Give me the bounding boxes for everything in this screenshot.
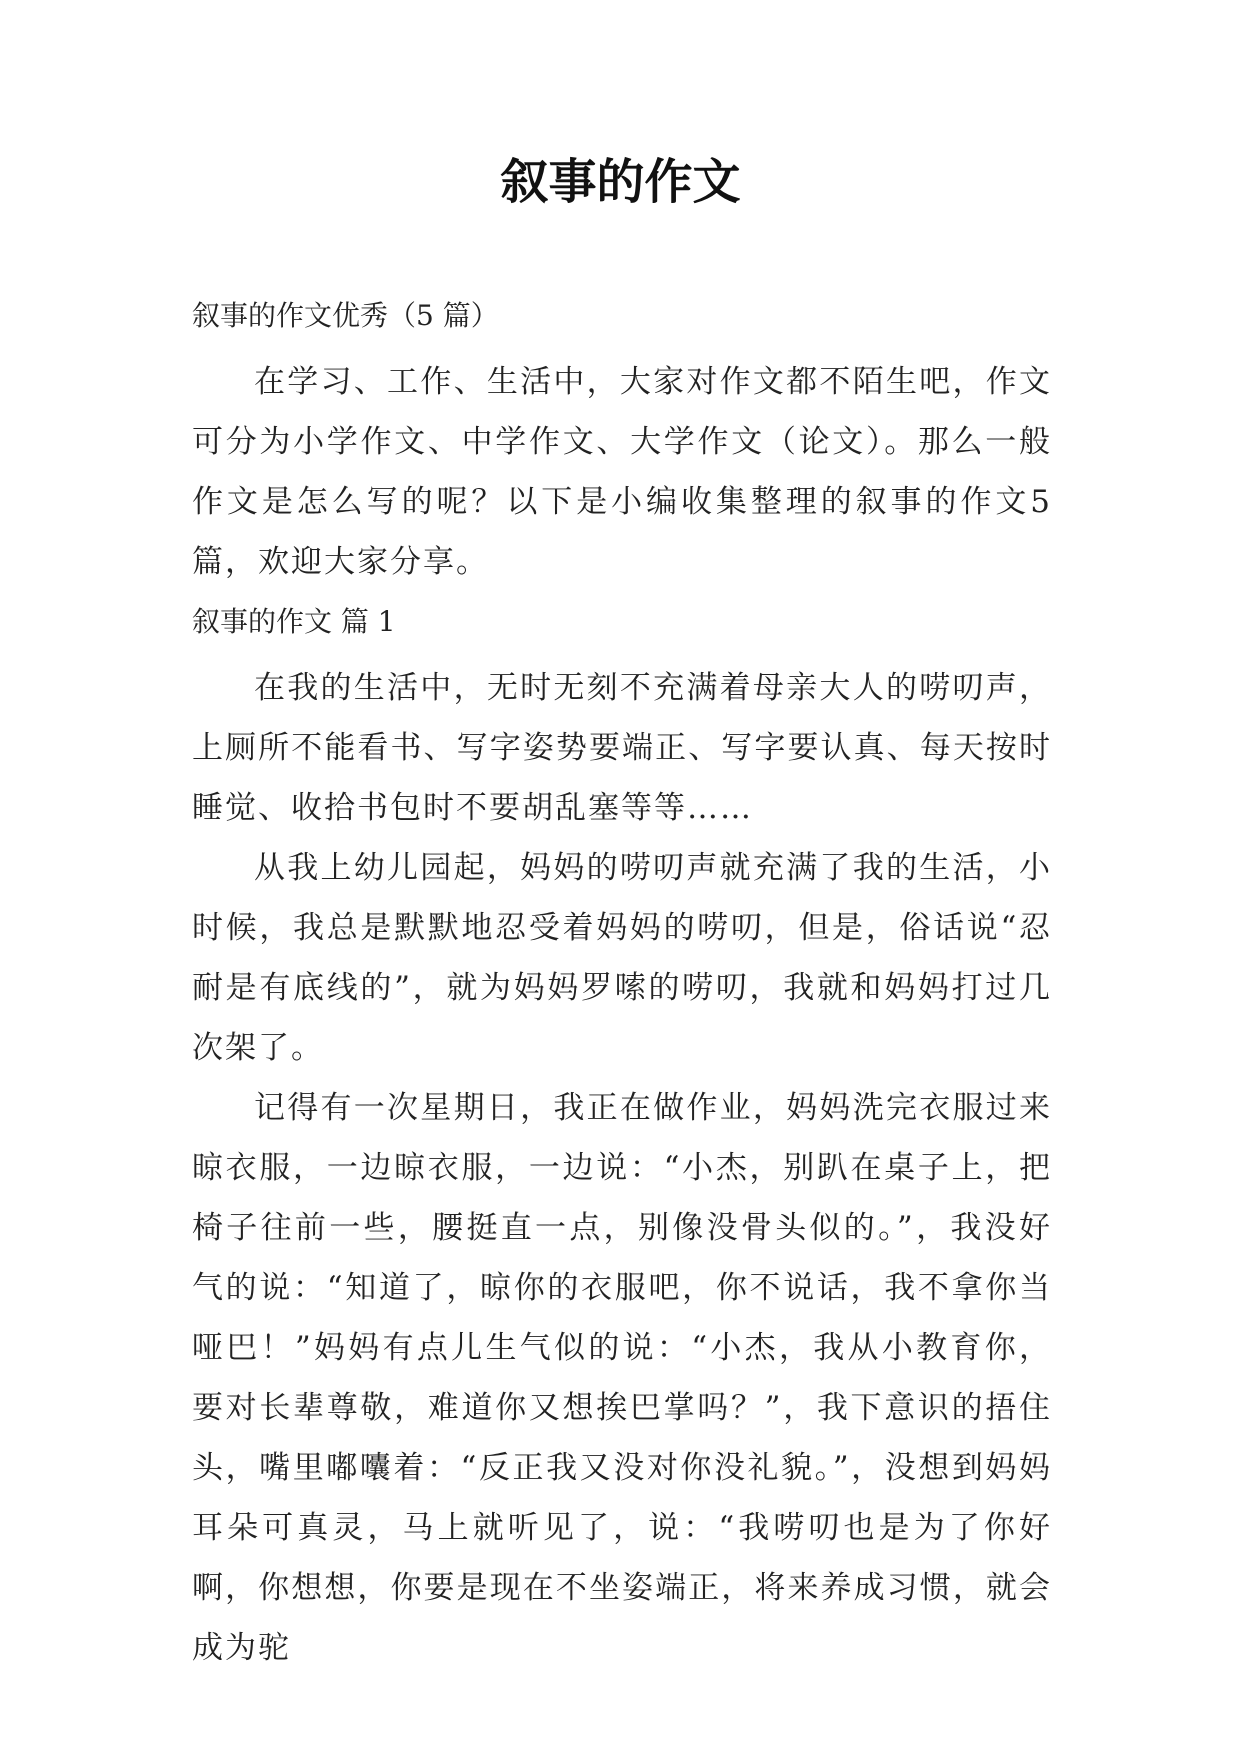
document-subtitle: 叙事的作文优秀（5 篇） bbox=[192, 299, 499, 332]
body-paragraph: 记得有一次星期日，我正在做作业，妈妈洗完衣服过来晾衣服，一边晾衣服，一边说：“小杰，别趴在桌子上，把椅子往前一些，腰挺直一点，别像没骨头似的。”，我没好气的说：“知道了，晾你的衣服吧，你不说话，我不拿你当哑巴！”妈妈有点儿生气似的说：“小杰，我从小教育你，要对长辈尊敬，难道你又想挨巴掌吗？”，我下意识的捂住头，嘴里嘟囔着：“反正我又没对你没礼貌。”，没想到妈妈耳朵可真灵，马上就听见了，说：“我唠叨也是为了你好啊，你想想，你要是现在不坐姿端正，将来养成习惯，就会成为驼 bbox=[192, 1090, 1052, 1666]
document-body bbox=[192, 286, 1052, 1678]
section-heading: 叙事的作文 篇 1 bbox=[192, 605, 396, 638]
intro-paragraph: 在学习、工作、生活中，大家对作文都不陌生吧，作文可分为小学作文、中学作文、大学作文（论文）。那么一般作文是怎么写的呢？以下是小编收集整理的叙事的作文5篇，欢迎大家分享。 bbox=[192, 364, 1052, 580]
body-paragraph: 在我的生活中，无时无刻不充满着母亲大人的唠叨声，上厕所不能看书、写字姿势要端正、写字要认真、每天按时睡觉、收拾书包时不要胡乱塞等等…… bbox=[192, 670, 1052, 826]
document-title: 叙事的作文 bbox=[500, 154, 741, 210]
body-paragraph: 从我上幼儿园起，妈妈的唠叨声就充满了我的生活，小时候，我总是默默地忍受着妈妈的唠叨，但是，俗话说“忍耐是有底线的”，就为妈妈罗嗦的唠叨，我就和妈妈打过几次架了。 bbox=[192, 850, 1052, 1066]
